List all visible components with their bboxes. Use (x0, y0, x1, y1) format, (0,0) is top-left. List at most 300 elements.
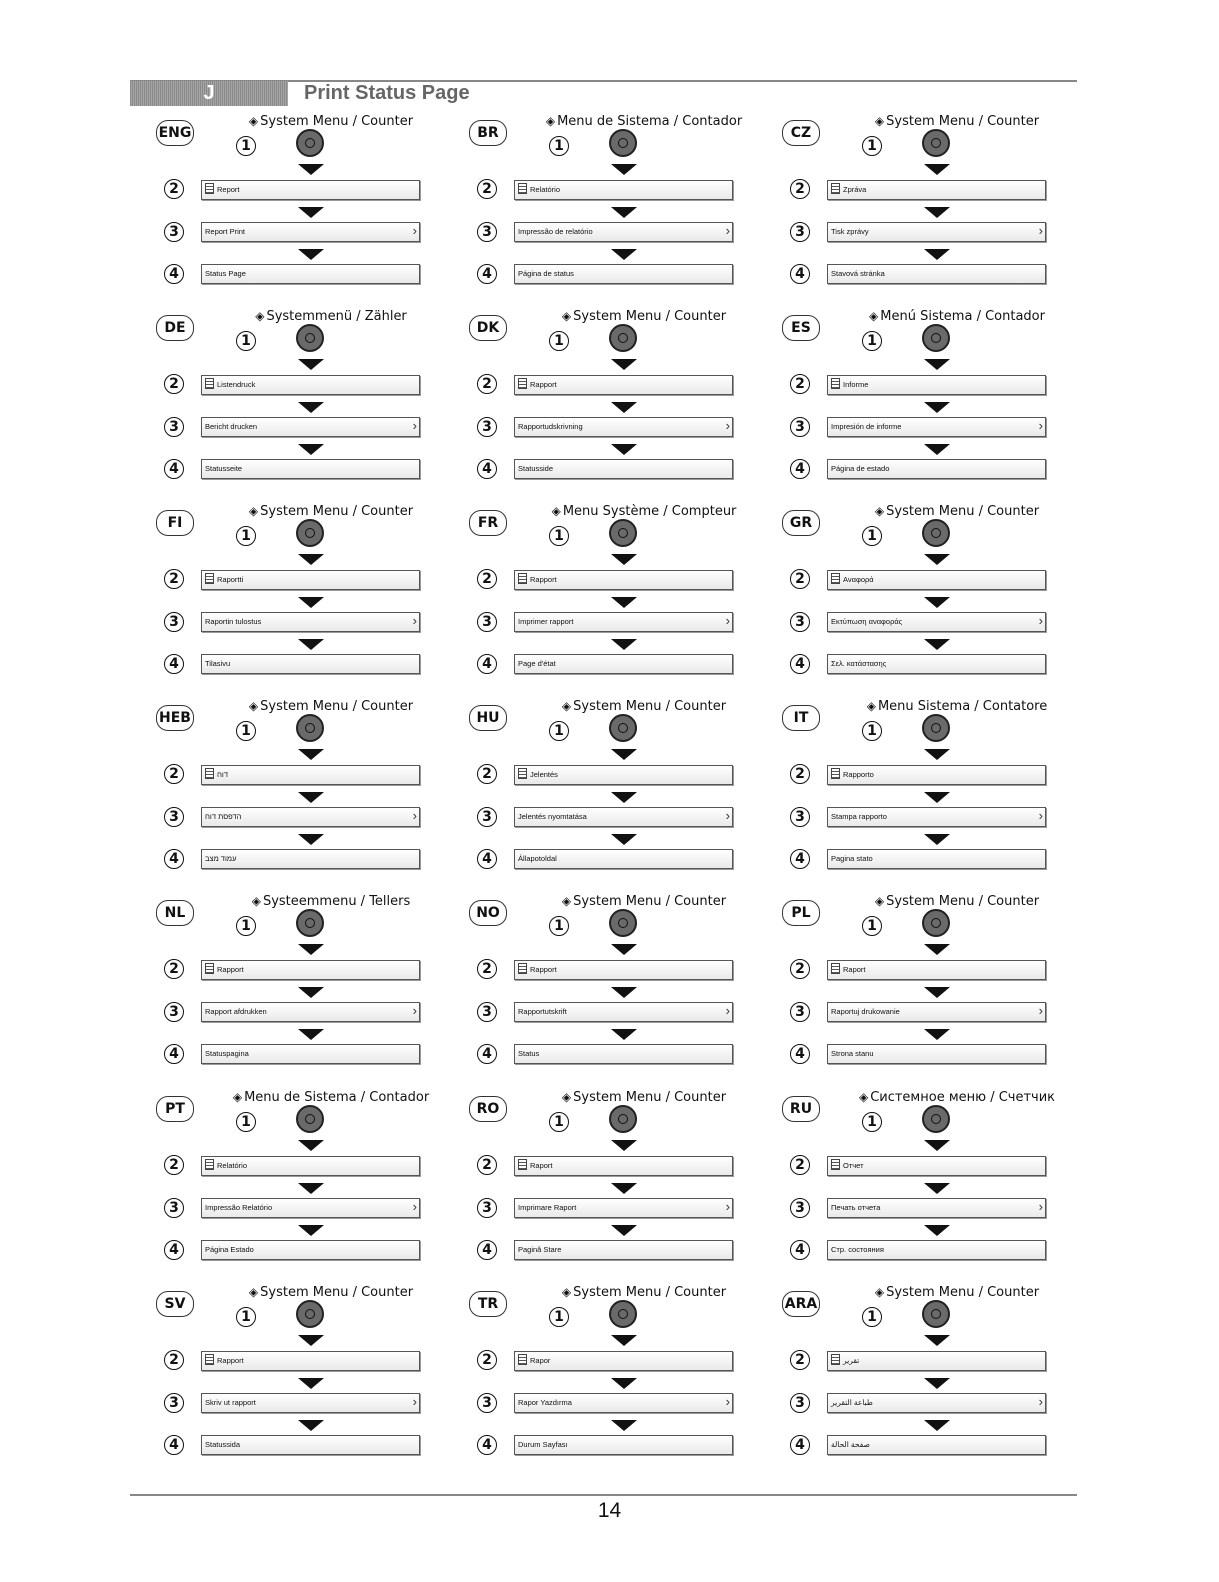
arrow-down-icon (611, 359, 637, 370)
arrow-down-icon (924, 1140, 950, 1151)
report-print-item[interactable] (827, 612, 1046, 632)
step-1-marker: 1 (549, 136, 569, 156)
arrow-down-icon (924, 944, 950, 955)
report-tab[interactable] (827, 1351, 1046, 1371)
step-1-marker: 1 (549, 721, 569, 741)
arrow-down-icon (611, 1378, 637, 1389)
system-menu-key[interactable] (922, 129, 950, 157)
status-page-item[interactable] (201, 1435, 420, 1455)
report-label: Rapporto (843, 770, 874, 779)
arrow-down-icon (298, 249, 324, 260)
report-tab[interactable] (827, 570, 1046, 590)
report-print-item[interactable] (201, 1198, 420, 1218)
status-page-label: עמוד מצב (205, 854, 237, 863)
step-2-marker: 2 (164, 569, 184, 589)
menu-key-label (840, 309, 1074, 324)
step-4-marker: 4 (477, 1240, 497, 1260)
diamond-icon: ◈ (545, 114, 556, 128)
document-icon (831, 1354, 840, 1365)
report-label: Zpráva (843, 185, 867, 194)
step-2-marker: 2 (477, 374, 497, 394)
step-2-marker: 2 (790, 569, 810, 589)
language-block (156, 307, 456, 487)
document-icon (205, 573, 214, 584)
document-icon (831, 963, 840, 974)
system-menu-key[interactable] (296, 519, 324, 547)
menu-key-label (527, 1285, 761, 1300)
diamond-icon: ◈ (551, 504, 561, 518)
section-tab: J (130, 81, 288, 106)
language-code-badge: PT (156, 1096, 194, 1122)
step-1-marker: 1 (862, 136, 882, 156)
menu-key-label (214, 894, 448, 909)
step-2-marker: 2 (164, 1155, 184, 1175)
arrow-down-icon (924, 792, 950, 803)
menu-key-label (214, 504, 448, 519)
report-tab[interactable] (514, 180, 733, 200)
report-tab[interactable] (827, 375, 1046, 395)
step-3-marker: 3 (477, 1002, 497, 1022)
menu-key-text: Systemmenü / Zähler (266, 309, 407, 324)
arrow-down-icon (298, 164, 324, 175)
arrow-down-icon (611, 1335, 637, 1346)
status-page-label: Status Page (205, 269, 246, 278)
step-1-marker: 1 (862, 331, 882, 351)
language-block (156, 892, 456, 1072)
arrow-down-icon (611, 207, 637, 218)
step-3-marker: 3 (790, 1393, 810, 1413)
diamond-icon: ◈ (866, 699, 876, 713)
report-print-label: Raportuj drukowanie (831, 1007, 900, 1016)
system-menu-key[interactable] (296, 324, 324, 352)
report-print-item[interactable] (514, 222, 733, 242)
arrow-down-icon (924, 402, 950, 413)
step-1-marker: 1 (862, 721, 882, 741)
step-4-marker: 4 (477, 849, 497, 869)
language-block (469, 892, 769, 1072)
report-tab[interactable] (201, 765, 420, 785)
step-1-marker: 1 (862, 526, 882, 546)
report-label: Αναφορά (843, 575, 874, 584)
diamond-icon: ◈ (561, 894, 572, 908)
step-3-marker: 3 (477, 1393, 497, 1413)
arrow-down-icon (924, 834, 950, 845)
chevron-right-icon: › (1038, 808, 1043, 823)
language-code-badge: CZ (782, 120, 820, 146)
step-1-marker: 1 (549, 1112, 569, 1132)
step-1-marker: 1 (236, 1307, 256, 1327)
status-page-item[interactable] (827, 264, 1046, 284)
step-4-marker: 4 (790, 1435, 810, 1455)
document-icon (518, 573, 527, 584)
chevron-right-icon: › (1038, 1199, 1043, 1214)
menu-key-text: Системное меню / Счетчик (870, 1090, 1056, 1105)
language-code-badge: TR (469, 1291, 507, 1317)
arrow-down-icon (611, 1140, 637, 1151)
arrow-down-icon (298, 944, 324, 955)
system-menu-key[interactable] (296, 714, 324, 742)
system-menu-key[interactable] (609, 129, 637, 157)
menu-key-text: Menú Sistema / Contador (880, 309, 1045, 324)
language-block (782, 1088, 1082, 1268)
diamond-icon: ◈ (858, 1090, 869, 1104)
status-page-label: صفحة الحالة (831, 1440, 870, 1449)
arrow-down-icon (298, 1140, 324, 1151)
arrow-down-icon (298, 1335, 324, 1346)
diamond-icon: ◈ (561, 309, 572, 323)
system-menu-key[interactable] (296, 909, 324, 937)
report-print-item[interactable] (201, 417, 420, 437)
system-menu-key[interactable] (922, 909, 950, 937)
step-3-marker: 3 (477, 222, 497, 242)
status-page-item[interactable] (514, 849, 733, 869)
document-icon (518, 1159, 527, 1170)
diamond-icon: ◈ (874, 114, 885, 128)
arrow-down-icon (298, 597, 324, 608)
step-4-marker: 4 (164, 1435, 184, 1455)
report-tab[interactable] (201, 570, 420, 590)
step-1-marker: 1 (236, 136, 256, 156)
report-print-item[interactable] (827, 417, 1046, 437)
system-menu-key[interactable] (609, 1105, 637, 1133)
system-menu-key[interactable] (922, 714, 950, 742)
step-2-marker: 2 (790, 1350, 810, 1370)
step-1-marker: 1 (236, 916, 256, 936)
status-page-item[interactable] (514, 1044, 733, 1064)
language-code-badge: SV (156, 1291, 194, 1317)
language-code-badge: RU (782, 1096, 820, 1122)
menu-key-text: System Menu / Counter (886, 894, 1040, 909)
chevron-right-icon: › (725, 613, 730, 628)
report-label: Rapor (530, 1356, 551, 1365)
report-print-item[interactable] (201, 807, 420, 827)
status-page-label: Página de status (518, 269, 574, 278)
report-label: Raportti (217, 575, 244, 584)
step-1-marker: 1 (862, 916, 882, 936)
status-page-item[interactable] (827, 1435, 1046, 1455)
document-icon (518, 963, 527, 974)
report-tab[interactable] (827, 1156, 1046, 1176)
system-menu-key[interactable] (922, 1105, 950, 1133)
report-print-label: Impressão de relatório (518, 227, 593, 236)
document-icon (205, 768, 214, 779)
report-print-label: הדפסת דוח (205, 812, 242, 821)
report-print-item[interactable] (201, 222, 420, 242)
report-print-item[interactable] (201, 612, 420, 632)
report-print-item[interactable] (514, 807, 733, 827)
step-2-marker: 2 (477, 959, 497, 979)
report-tab[interactable] (514, 960, 733, 980)
chevron-right-icon: › (725, 808, 730, 823)
arrow-down-icon (924, 1029, 950, 1040)
step-3-marker: 3 (790, 1002, 810, 1022)
status-page-item[interactable] (827, 459, 1046, 479)
page-number: 14 (597, 1499, 622, 1522)
report-print-item[interactable] (827, 1002, 1046, 1022)
report-print-item[interactable] (514, 417, 733, 437)
status-page-item[interactable] (514, 459, 733, 479)
arrow-down-icon (611, 1029, 637, 1040)
system-menu-key[interactable] (296, 1300, 324, 1328)
system-menu-key[interactable] (296, 1105, 324, 1133)
status-page-label: Page d'état (518, 659, 556, 668)
step-4-marker: 4 (164, 1240, 184, 1260)
status-page-label: Página de estado (831, 464, 890, 473)
arrow-down-icon (924, 1183, 950, 1194)
status-page-item[interactable] (827, 849, 1046, 869)
chevron-right-icon: › (412, 1199, 417, 1214)
status-page-item[interactable] (827, 1044, 1046, 1064)
report-label: Relatório (217, 1161, 248, 1170)
status-page-item[interactable] (201, 459, 420, 479)
report-tab[interactable] (514, 570, 733, 590)
step-3-marker: 3 (790, 1198, 810, 1218)
step-4-marker: 4 (790, 654, 810, 674)
report-print-label: Skriv ut rapport (205, 1398, 256, 1407)
menu-key-text: Menu Sistema / Contatore (877, 699, 1048, 714)
system-menu-key[interactable] (609, 1300, 637, 1328)
step-3-marker: 3 (164, 1198, 184, 1218)
step-3-marker: 3 (164, 1393, 184, 1413)
arrow-down-icon (298, 1225, 324, 1236)
system-menu-key[interactable] (609, 324, 637, 352)
system-menu-key[interactable] (922, 519, 950, 547)
diamond-icon: ◈ (874, 1285, 885, 1299)
menu-key-label (214, 309, 448, 324)
arrow-down-icon (298, 207, 324, 218)
menu-key-label (527, 504, 761, 519)
document-icon (205, 963, 214, 974)
chevron-right-icon: › (725, 223, 730, 238)
report-print-item[interactable] (201, 1002, 420, 1022)
chevron-right-icon: › (725, 1199, 730, 1214)
report-label: Raport (530, 1161, 553, 1170)
menu-key-label (214, 699, 448, 714)
arrow-down-icon (298, 1029, 324, 1040)
report-print-label: Raportin tulostus (205, 617, 262, 626)
system-menu-key[interactable] (922, 324, 950, 352)
language-block (782, 697, 1082, 877)
report-print-item[interactable] (827, 807, 1046, 827)
status-page-label: Pagină Stare (518, 1245, 562, 1254)
language-block (469, 697, 769, 877)
step-2-marker: 2 (477, 764, 497, 784)
menu-key-label (527, 699, 761, 714)
report-print-item[interactable] (201, 1393, 420, 1413)
step-4-marker: 4 (164, 1044, 184, 1064)
step-2-marker: 2 (164, 179, 184, 199)
report-print-label: Stampa rapporto (831, 812, 887, 821)
report-tab[interactable] (201, 180, 420, 200)
report-tab[interactable] (514, 375, 733, 395)
arrow-down-icon (298, 359, 324, 370)
report-print-label: Rapportutskrift (518, 1007, 567, 1016)
arrow-down-icon (298, 1420, 324, 1431)
report-print-label: Jelentés nyomtatása (518, 812, 587, 821)
report-print-label: Impressão Relatório (205, 1203, 273, 1212)
arrow-down-icon (298, 1378, 324, 1389)
language-code-badge: NO (469, 900, 507, 926)
step-1-marker: 1 (549, 916, 569, 936)
report-label: Informe (843, 380, 869, 389)
language-block (782, 502, 1082, 682)
arrow-down-icon (611, 1420, 637, 1431)
status-page-label: Statuspagina (205, 1049, 249, 1058)
language-block (469, 1283, 769, 1463)
step-2-marker: 2 (164, 1350, 184, 1370)
arrow-down-icon (611, 554, 637, 565)
report-label: Listendruck (217, 380, 256, 389)
step-2-marker: 2 (477, 1350, 497, 1370)
step-3-marker: 3 (477, 807, 497, 827)
document-icon (205, 378, 214, 389)
step-1-marker: 1 (236, 526, 256, 546)
step-2-marker: 2 (790, 764, 810, 784)
report-print-item[interactable] (514, 612, 733, 632)
step-3-marker: 3 (477, 612, 497, 632)
status-page-label: Tilasivu (205, 659, 231, 668)
arrow-down-icon (924, 207, 950, 218)
diamond-icon: ◈ (874, 894, 885, 908)
diamond-icon: ◈ (232, 1090, 243, 1104)
language-code-badge: DK (469, 315, 507, 341)
menu-key-text: System Menu / Counter (573, 1285, 727, 1300)
report-label: Jelentés (530, 770, 558, 779)
arrow-down-icon (924, 1420, 950, 1431)
step-4-marker: 4 (790, 459, 810, 479)
report-print-label: Imprimer rapport (518, 617, 574, 626)
report-print-label: Εκτύπωση αναφοράς (831, 617, 903, 626)
report-tab[interactable] (201, 960, 420, 980)
menu-key-text: Menu Système / Compteur (562, 504, 737, 519)
step-1-marker: 1 (862, 1307, 882, 1327)
report-label: Rapport (530, 965, 557, 974)
status-page-item[interactable] (201, 1240, 420, 1260)
step-1-marker: 1 (549, 1307, 569, 1327)
arrow-down-icon (611, 834, 637, 845)
language-block (782, 112, 1082, 292)
status-page-item[interactable] (514, 1435, 733, 1455)
status-page-item[interactable] (201, 1044, 420, 1064)
status-page-item[interactable] (514, 264, 733, 284)
language-block (782, 892, 1082, 1072)
arrow-down-icon (924, 554, 950, 565)
chevron-right-icon: › (725, 418, 730, 433)
report-tab[interactable] (201, 375, 420, 395)
step-2-marker: 2 (790, 179, 810, 199)
report-tab[interactable] (514, 1156, 733, 1176)
report-tab[interactable] (827, 960, 1046, 980)
system-menu-key[interactable] (922, 1300, 950, 1328)
status-page-item[interactable] (201, 849, 420, 869)
report-tab[interactable] (514, 765, 733, 785)
system-menu-key[interactable] (609, 714, 637, 742)
report-print-item[interactable] (827, 1393, 1046, 1413)
status-page-item[interactable] (201, 654, 420, 674)
report-print-label: Rapor Yazdırma (518, 1398, 572, 1407)
status-page-label: Σελ. κατάστασης (831, 659, 887, 668)
report-print-label: Tisk zprávy (831, 227, 869, 236)
system-menu-key[interactable] (609, 909, 637, 937)
step-4-marker: 4 (164, 654, 184, 674)
language-code-badge: HU (469, 705, 507, 731)
report-tab[interactable] (827, 180, 1046, 200)
report-print-item[interactable] (827, 1198, 1046, 1218)
system-menu-key[interactable] (609, 519, 637, 547)
menu-key-text: System Menu / Counter (260, 699, 414, 714)
report-tab[interactable] (514, 1351, 733, 1371)
status-page-item[interactable] (827, 1240, 1046, 1260)
chevron-right-icon: › (412, 1394, 417, 1409)
status-page-label: Állapotoldal (518, 854, 557, 863)
report-tab[interactable] (201, 1156, 420, 1176)
menu-key-text: System Menu / Counter (260, 1285, 414, 1300)
step-4-marker: 4 (477, 1044, 497, 1064)
status-page-item[interactable] (514, 1240, 733, 1260)
arrow-down-icon (924, 749, 950, 760)
arrow-down-icon (924, 1225, 950, 1236)
report-tab[interactable] (201, 1351, 420, 1371)
report-print-item[interactable] (827, 222, 1046, 242)
language-block (156, 502, 456, 682)
menu-key-label (840, 1090, 1074, 1105)
step-2-marker: 2 (477, 1155, 497, 1175)
status-page-label: Stavová stránka (831, 269, 885, 278)
arrow-down-icon (611, 987, 637, 998)
step-1-marker: 1 (236, 1112, 256, 1132)
report-label: Raport (843, 965, 866, 974)
system-menu-key[interactable] (296, 129, 324, 157)
diamond-icon: ◈ (248, 114, 259, 128)
report-print-item[interactable] (514, 1393, 733, 1413)
document-icon (831, 768, 840, 779)
menu-key-label (840, 114, 1074, 129)
status-page-label: Pagina stato (831, 854, 873, 863)
report-print-item[interactable] (514, 1002, 733, 1022)
status-page-label: Statusside (518, 464, 554, 473)
menu-key-label (214, 1090, 448, 1105)
step-2-marker: 2 (790, 1155, 810, 1175)
document-icon (205, 1354, 214, 1365)
language-code-badge: FI (156, 510, 194, 536)
arrow-down-icon (298, 792, 324, 803)
report-print-label: Печать отчета (831, 1203, 881, 1212)
report-print-item[interactable] (514, 1198, 733, 1218)
status-page-item[interactable] (514, 654, 733, 674)
arrow-down-icon (298, 639, 324, 650)
status-page-item[interactable] (827, 654, 1046, 674)
step-3-marker: 3 (164, 1002, 184, 1022)
chevron-right-icon: › (412, 613, 417, 628)
chevron-right-icon: › (412, 1003, 417, 1018)
language-block (469, 307, 769, 487)
language-code-badge: ARA (782, 1291, 820, 1317)
menu-key-text: System Menu / Counter (886, 1285, 1040, 1300)
report-label: Отчет (843, 1161, 864, 1170)
document-icon (831, 573, 840, 584)
document-icon (518, 1354, 527, 1365)
report-tab[interactable] (827, 765, 1046, 785)
report-print-label: Report Print (205, 227, 246, 236)
step-4-marker: 4 (790, 1044, 810, 1064)
arrow-down-icon (924, 987, 950, 998)
menu-key-text: System Menu / Counter (573, 309, 727, 324)
language-code-badge: RO (469, 1096, 507, 1122)
document-icon (831, 1159, 840, 1170)
diamond-icon: ◈ (561, 1090, 572, 1104)
step-3-marker: 3 (790, 222, 810, 242)
status-page-item[interactable] (201, 264, 420, 284)
